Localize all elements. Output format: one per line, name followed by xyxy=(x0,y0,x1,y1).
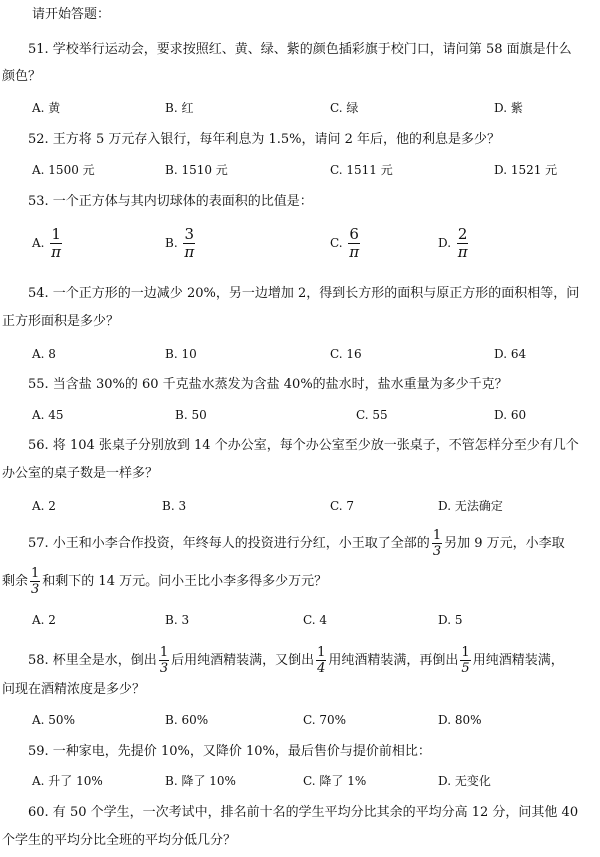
option-b: B. 降了 10% xyxy=(165,774,236,788)
denominator: π xyxy=(349,243,360,261)
option-d: D. 紫 xyxy=(494,101,523,115)
numerator: 1 xyxy=(159,645,169,660)
text-part: 用纯酒精装满， xyxy=(472,653,564,668)
denominator: 3 xyxy=(159,661,169,676)
text-part: 和剩下的 14 万元。问小王比小李多得多少万元？ xyxy=(42,574,328,589)
option-letter: D. xyxy=(438,236,452,250)
fraction xyxy=(460,645,470,676)
question-text-continued: 问现在酒精浓度是多少？ xyxy=(2,682,146,697)
option-a: A. 升了 10% xyxy=(32,774,103,788)
option-b: B. 10 xyxy=(165,347,197,361)
text-part: 用纯酒精装满，再倒出 xyxy=(328,653,459,668)
numerator: 1 xyxy=(461,645,470,660)
text-part: 57. 小王和小李合作投资，年终每人的投资进行分红，小王取了全部的 xyxy=(28,536,430,551)
fraction xyxy=(159,645,169,676)
option-letter: C. xyxy=(330,236,343,250)
option-b: B. 3 xyxy=(162,499,187,513)
option-c: C. 16 xyxy=(330,347,362,361)
numerator: 1 xyxy=(432,528,442,543)
question-text-continued: 颜色？ xyxy=(2,69,42,84)
question-text-continued: 正方形面积是多少？ xyxy=(2,314,120,329)
option-d: D. 60 xyxy=(494,408,527,422)
numerator: 6 xyxy=(349,225,359,243)
fraction xyxy=(50,226,62,261)
option-c xyxy=(330,226,362,261)
question-text-continued xyxy=(2,566,327,597)
fraction xyxy=(348,226,360,261)
question-text: 53. 一个正方体与其内切球体的表面积的比值是： xyxy=(28,194,313,209)
text-part: 剩余 xyxy=(2,574,29,589)
option-a: A. 8 xyxy=(32,347,56,361)
question-text-continued: 办公室的桌子数是一样多？ xyxy=(2,466,159,481)
denominator: 4 xyxy=(317,661,326,676)
question-text: 59. 一种家电，先提价 10%，又降价 10%，最后售价与提价前相比： xyxy=(28,744,431,759)
option-b: B. 50 xyxy=(175,408,207,422)
text-part: 58. 杯里全是水，倒出 xyxy=(28,653,157,668)
option-b: B. 3 xyxy=(165,613,190,627)
text-part: 后用纯酒精装满，又倒出 xyxy=(171,653,315,668)
question-text-continued: 个学生的平均分比全班的平均分低几分？ xyxy=(2,833,237,848)
fraction xyxy=(30,566,40,597)
denominator: π xyxy=(51,243,62,261)
option-b: B. 红 xyxy=(165,101,194,115)
denominator: 5 xyxy=(461,661,470,676)
option-d: D. 5 xyxy=(438,613,463,627)
text-part: 另加 9 万元，小李取 xyxy=(444,536,565,551)
denominator: π xyxy=(457,243,468,261)
numerator: 3 xyxy=(184,225,195,243)
option-c: C. 7 xyxy=(330,499,355,513)
question-text: 52. 王方将 5 万元存入银行，每年利息为 1.5%，请问 2 年后，他的利息是多少？ xyxy=(28,132,501,147)
option-b: B. 1510 元 xyxy=(165,163,228,177)
option-d: D. 80% xyxy=(438,713,482,727)
question-text: 56. 将 104 张桌子分别放到 14 个办公室，每个办公室至少放一张桌子，不管怎样分至少有几个 xyxy=(28,438,579,453)
option-a: A. 黄 xyxy=(32,101,61,115)
option-d: D. 无法确定 xyxy=(438,499,503,513)
option-a: A. 50% xyxy=(32,713,75,727)
question-text xyxy=(28,528,565,559)
option-c: C. 55 xyxy=(356,408,388,422)
option-c: C. 绿 xyxy=(330,101,359,115)
option-b: B. 60% xyxy=(165,713,209,727)
numerator: 1 xyxy=(51,225,61,243)
option-c: C. 70% xyxy=(303,713,347,727)
question-text: 55. 当含盐 30%的 60 千克盐水蒸发为含盐 40%的盐水时，盐水重量为多少千克？ xyxy=(28,377,508,392)
denominator: π xyxy=(184,243,195,261)
option-a xyxy=(32,226,64,261)
option-d: D. 无变化 xyxy=(438,774,491,788)
option-d xyxy=(438,226,470,261)
denominator: 3 xyxy=(432,544,442,559)
option-b xyxy=(165,226,197,261)
option-a: A. 45 xyxy=(32,408,64,422)
fraction xyxy=(183,226,195,261)
numerator: 1 xyxy=(317,645,326,660)
option-d: D. 64 xyxy=(494,347,527,361)
denominator: 3 xyxy=(31,582,40,597)
numerator: 1 xyxy=(31,566,40,581)
option-c: C. 1511 元 xyxy=(330,163,393,177)
option-a: A. 2 xyxy=(32,499,56,513)
option-c: C. 4 xyxy=(303,613,328,627)
question-text: 60. 有 50 个学生，一次考试中，排名前十名的学生平均分比其余的平均分高 12 分，问其他 40 xyxy=(28,805,579,820)
question-text: 54. 一个正方形的一边减少 20%，另一边增加 2，得到长方形的面积与原正方形的面积相等，问 xyxy=(28,286,580,301)
option-a: A. 1500 元 xyxy=(32,163,95,177)
question-text xyxy=(28,645,564,676)
option-d: D. 1521 元 xyxy=(494,163,558,177)
numerator: 2 xyxy=(457,225,468,243)
option-a: A. 2 xyxy=(32,613,56,627)
fraction xyxy=(457,226,469,261)
question-text: 51. 学校举行运动会，要求按照红、黄、绿、紫的颜色插彩旗于校门口，请问第 58 面旗是什么 xyxy=(28,42,572,57)
option-letter: B. xyxy=(165,236,178,250)
option-letter: A. xyxy=(32,236,45,250)
option-c: C. 降了 1% xyxy=(303,774,367,788)
section-header: 请开始答题： xyxy=(32,7,111,22)
fraction xyxy=(316,645,326,676)
fraction xyxy=(432,528,442,559)
